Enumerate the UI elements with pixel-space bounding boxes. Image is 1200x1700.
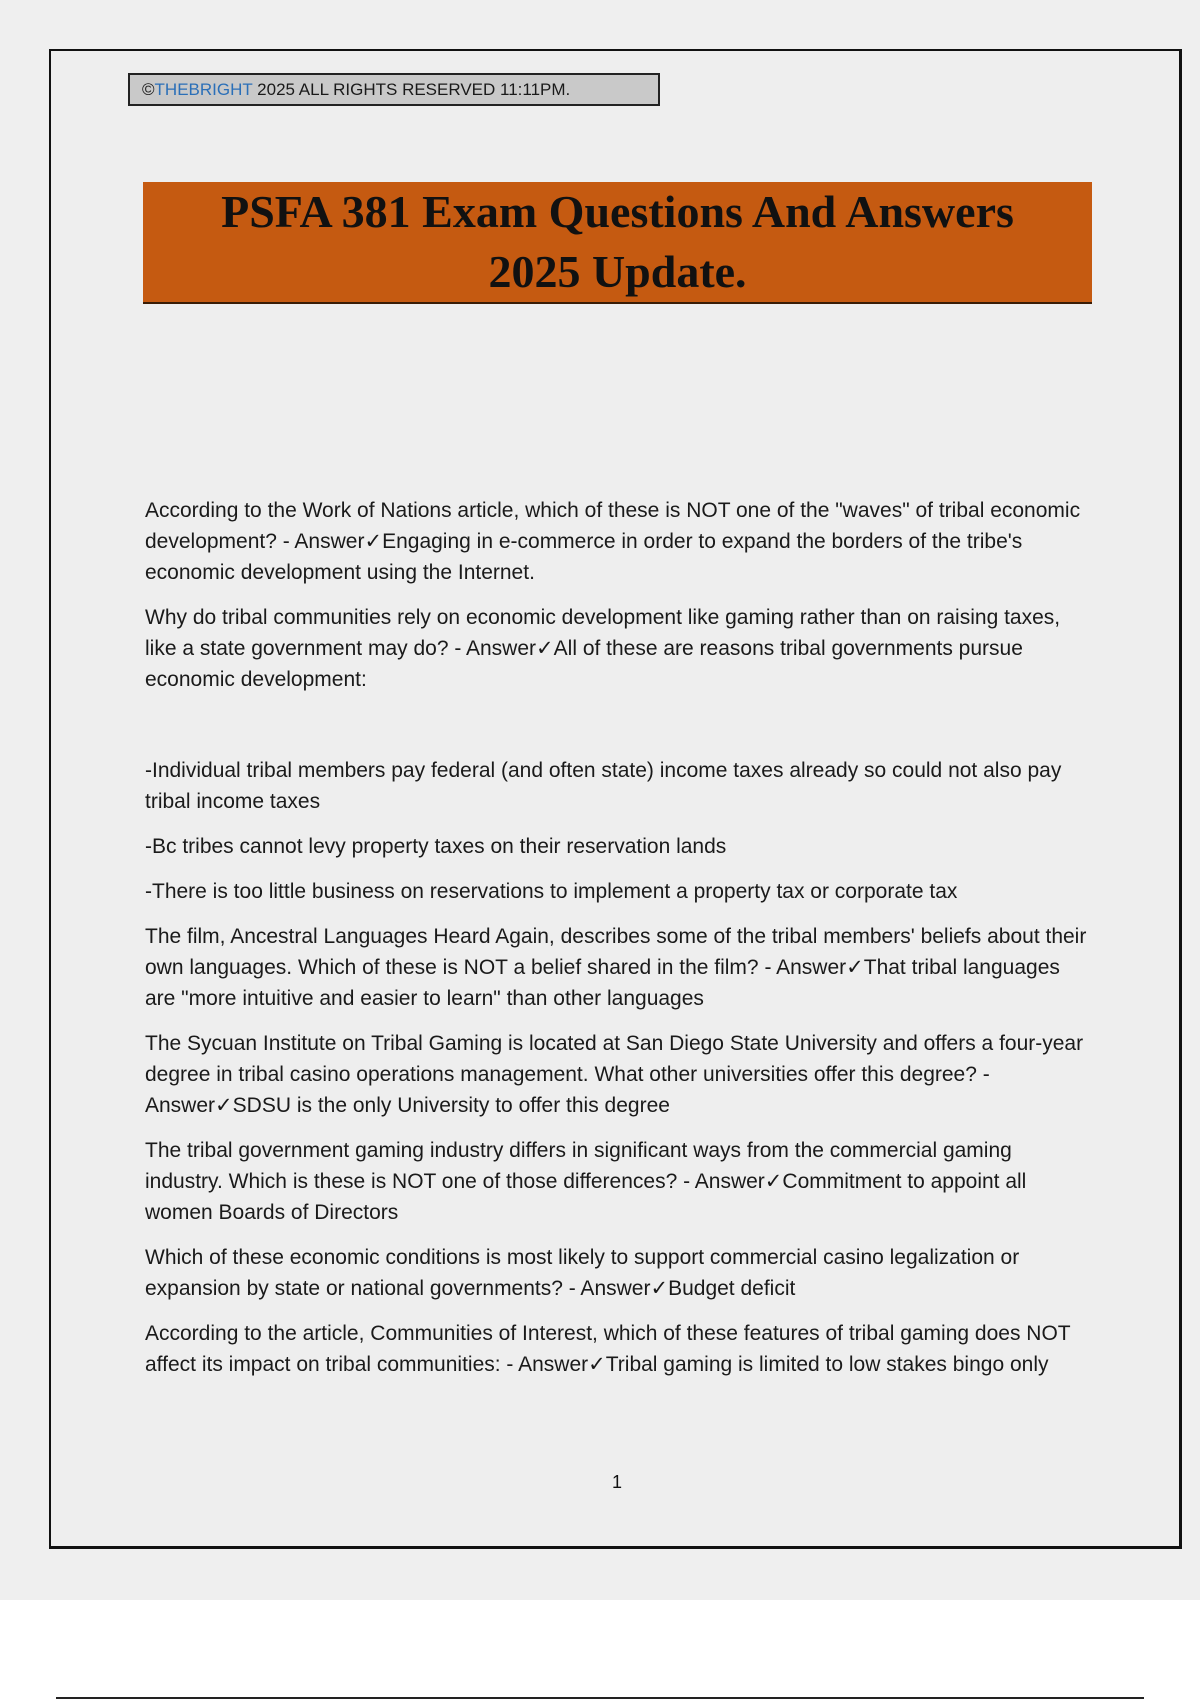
question-text: The Sycuan Institute on Tribal Gaming is located at San Diego State University and offers a four-year degree in tribal casino operations management. What other universities offer this degree? - Answer <box>145 1032 1084 1117</box>
question-text: Why do tribal communities rely on economic development like gaming rather than on raising taxes, like a state government may do? - Answer <box>145 606 1061 660</box>
title-banner <box>143 182 1092 304</box>
answer-text: Tribal gaming is limited to low stakes bingo only <box>605 1353 1049 1376</box>
qa-item <box>145 1028 1090 1121</box>
checkmark-icon: ✓ <box>764 1169 783 1193</box>
checkmark-icon: ✓ <box>364 529 383 553</box>
question-text: According to the Work of Nations article, which of these is NOT one of the "waves" of tribal economic development? - Answer <box>145 499 1081 553</box>
checkmark-icon: ✓ <box>650 1276 669 1300</box>
question-text: The film, Ancestral Languages Heard Again, describes some of the tribal members' beliefs about their own languages. Which of these is NOT a belief shared in the film? - Answer <box>145 925 1087 979</box>
brand-name: THEBRIGHT <box>154 80 253 99</box>
qa-item <box>145 1135 1090 1228</box>
question-text: The tribal government gaming industry differs in significant ways from the commercial gaming industry. Which is these is NOT one of those differences? - Answer <box>145 1139 1012 1193</box>
question-text: According to the article, Communities of Interest, which of these features of tribal gaming does NOT affect its impact on tribal communities: - Answer <box>145 1322 1071 1376</box>
answer-text: Commitment to appoint all women Boards of Directors <box>145 1170 1027 1224</box>
checkmark-icon: ✓ <box>536 636 554 660</box>
qa-item <box>145 921 1090 1014</box>
qa-item <box>145 1318 1090 1380</box>
answer-text: All of these are reasons tribal governments pursue economic development: <box>145 637 1023 691</box>
page-title <box>221 182 1014 302</box>
blank-spacer <box>145 709 1090 755</box>
divider-line <box>56 1697 1144 1699</box>
checkmark-icon: ✓ <box>588 1352 606 1376</box>
checkmark-icon: ✓ <box>846 955 864 979</box>
copyright-symbol: © <box>142 80 155 99</box>
answer-text: SDSU is the only University to offer this degree <box>232 1094 670 1117</box>
question-text: Which of these economic conditions is most likely to support commercial casino legalization or expansion by state or national governments? - Answer <box>145 1246 1020 1300</box>
qa-content <box>145 495 1090 1394</box>
qa-item <box>145 1242 1090 1304</box>
reason-item: -Bc tribes cannot levy property taxes on their reservation lands <box>145 835 727 858</box>
answer-text: That tribal languages are "more intuitive and easier to learn" than other languages <box>145 956 1060 1010</box>
copyright-notice <box>128 73 660 106</box>
reason-item: -Individual tribal members pay federal (and often state) income taxes already so could not also pay tribal income taxes <box>145 759 1062 813</box>
title-line-2: 2025 Update. <box>488 246 747 297</box>
reason-item: -There is too little business on reservations to implement a property tax or corporate tax <box>145 880 958 903</box>
answer-text: Engaging in e-commerce in order to expand the borders of the tribe's economic development using the Internet. <box>145 530 1023 584</box>
qa-item <box>145 495 1090 588</box>
title-line-1: PSFA 381 Exam Questions And Answers <box>221 186 1014 237</box>
checkmark-icon: ✓ <box>215 1093 233 1117</box>
qa-item <box>145 602 1090 695</box>
page-number: 1 <box>611 1472 622 1492</box>
answer-text: Budget deficit <box>668 1277 796 1300</box>
copyright-text: 2025 ALL RIGHTS RESERVED 11:11PM. <box>252 80 571 99</box>
